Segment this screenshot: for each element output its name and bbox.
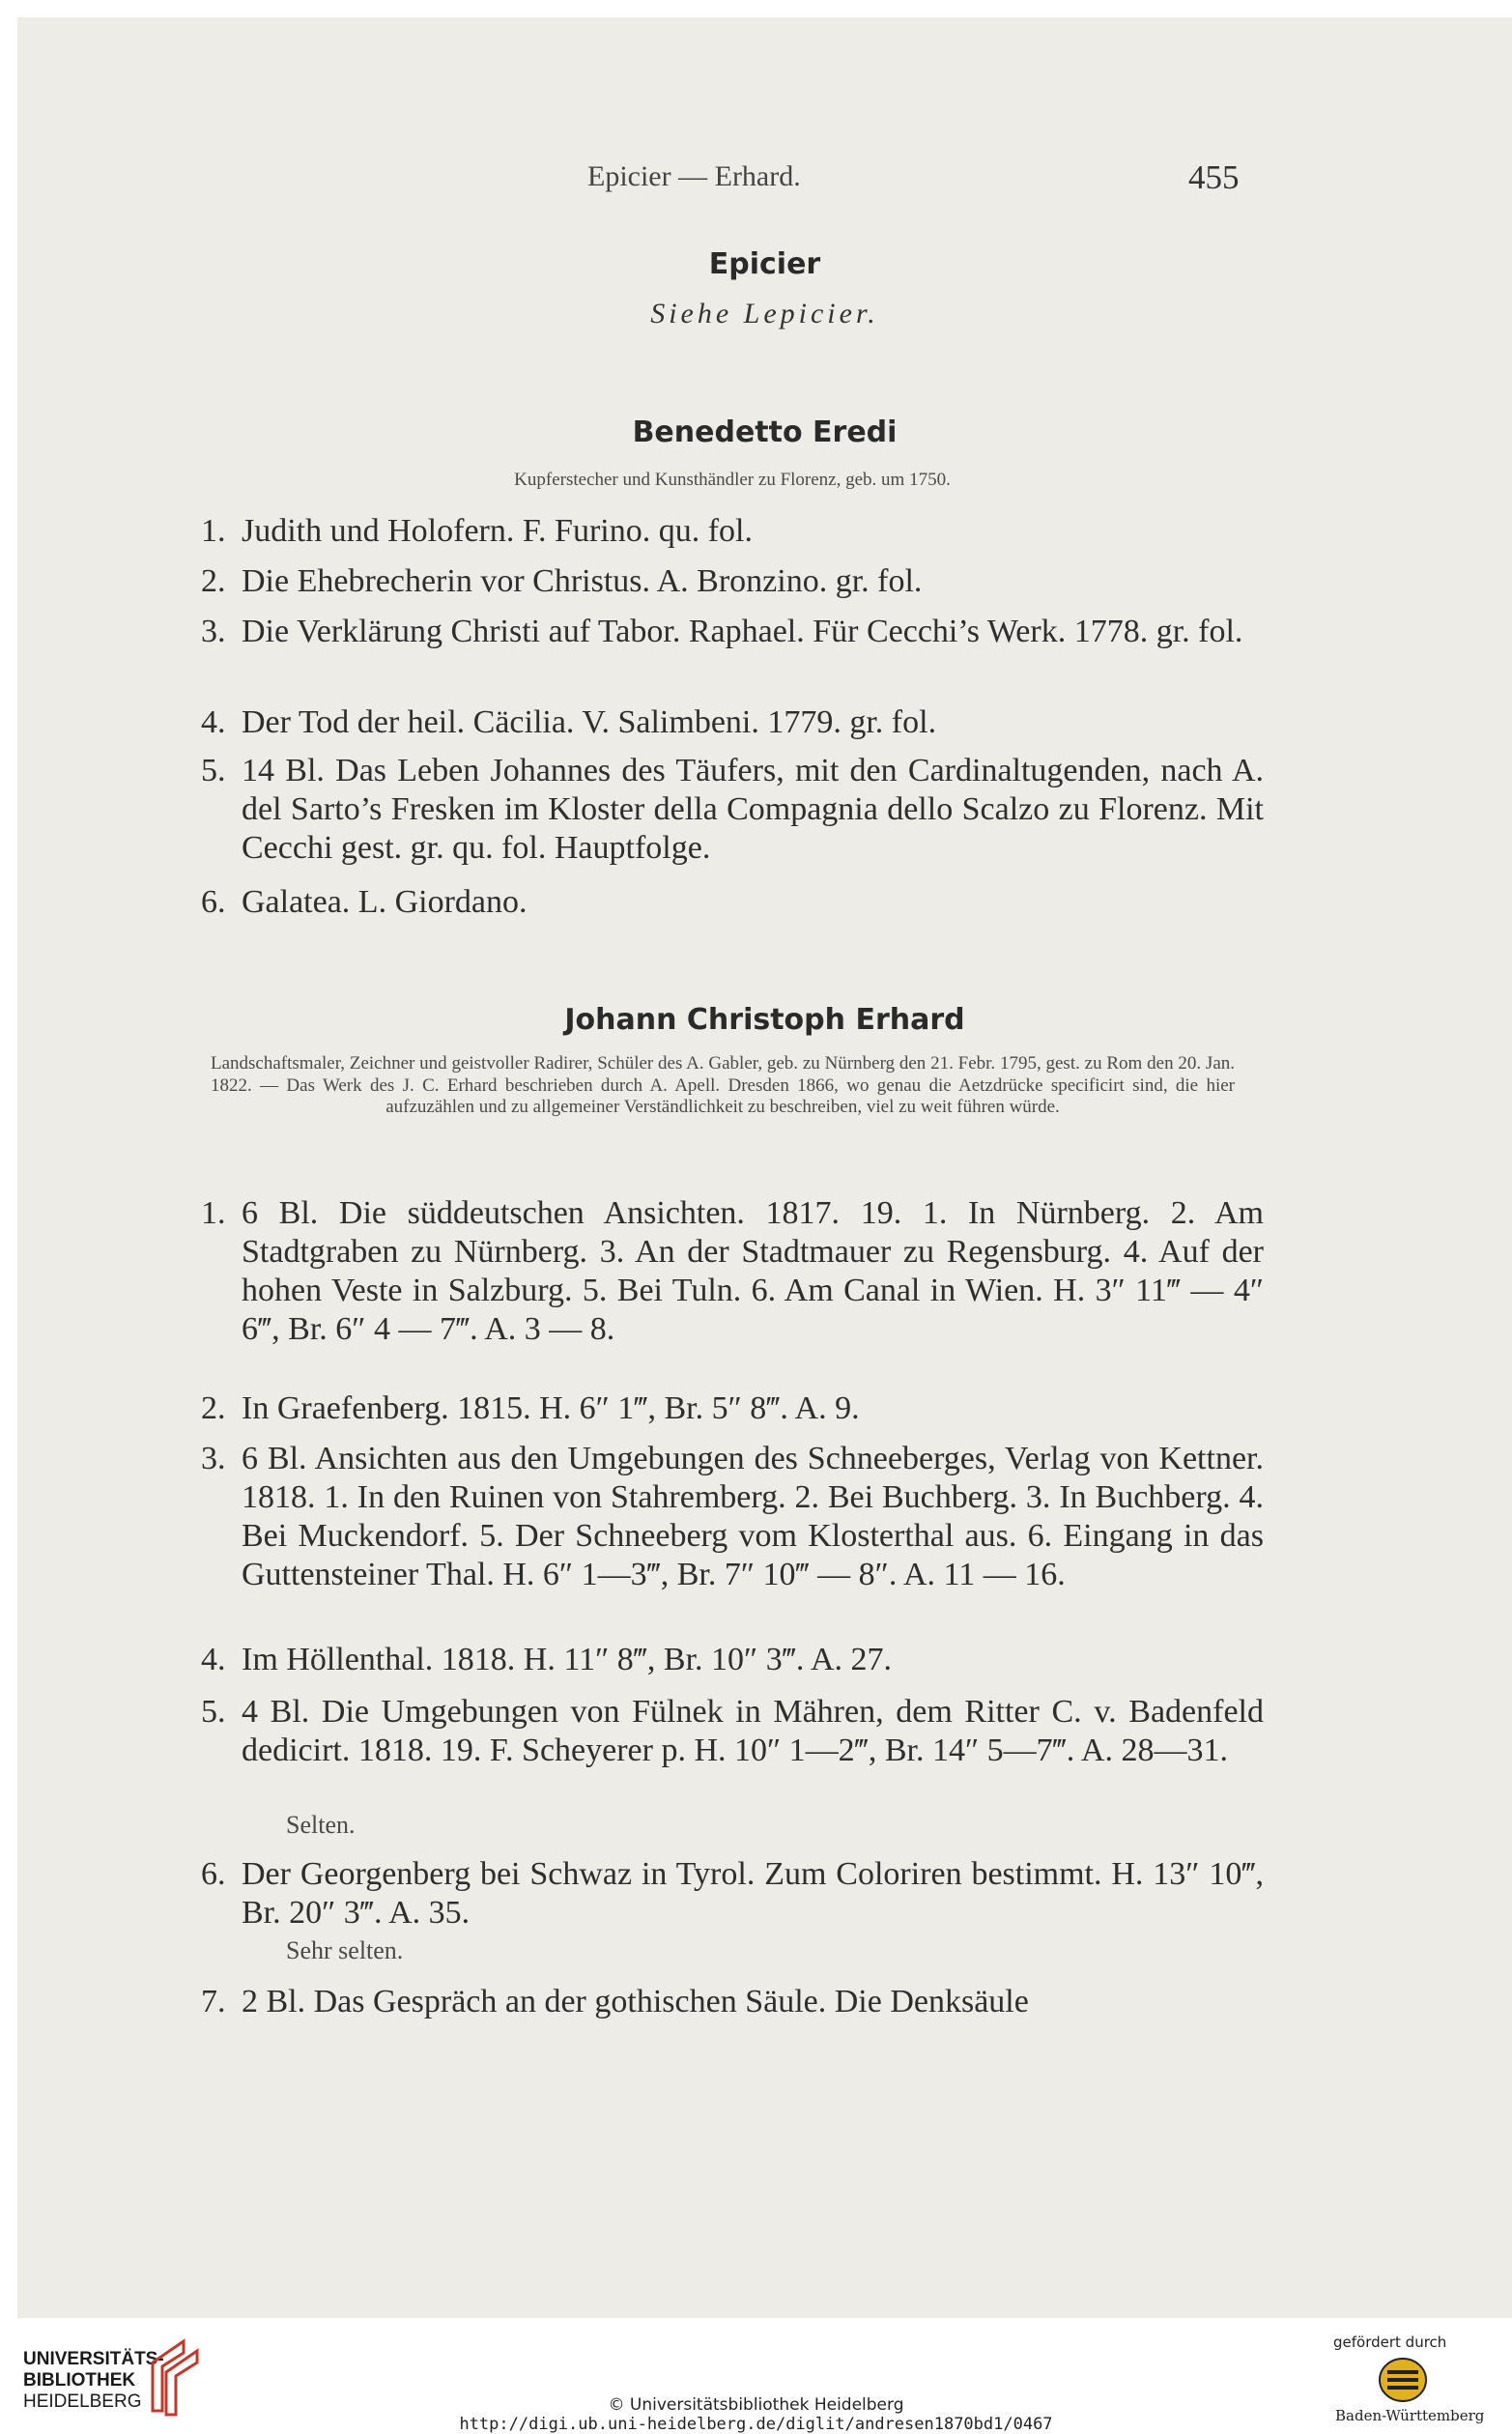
item-number: 4.: [201, 704, 226, 740]
item-text: Der Georgenberg bei Schwaz in Tyrol. Zum Coloriren bestimmt. H. 13″ 10‴, Br. 20″ 3‴. A. 35.: [242, 1856, 1264, 1931]
item-text: 2 Bl. Das Gespräch an der gothischen Säule. Die Denksäule: [242, 1984, 1029, 2019]
running-title: Epicier — Erhard.: [587, 160, 801, 192]
sponsor-label: gefördert durch: [1333, 2334, 1447, 2351]
see-also-reference: Siehe Lepicier.: [650, 298, 879, 329]
item-number: 6.: [201, 884, 226, 920]
item-text: 4 Bl. Die Umgebungen von Fülnek in Mähren, dem Ritter C. v. Badenfeld dedicirt. 1818. 19. F. Scheyerer p. H. 10″ 1—2‴, Br. 14″ 5—7‴. A. 28—31.: [242, 1694, 1264, 1768]
item-text: 6 Bl. Ansichten aus den Umgebungen des Schneeberges, Verlag von Kettner. 1818. 1. In den Ruinen von Stahremberg. 2. Bei Buchberg. 3. In Buchberg. 4. Bei Muckendorf. 5. Der Schneeberg vom Klosterthal aus. 6. Eingang in das Guttensteiner Thal. H. 6″ 1—3‴, Br. 7″ 10‴ — 8″. A. 11 — 16.: [242, 1441, 1264, 1592]
page-number: 455: [1188, 158, 1240, 196]
list-item: [201, 1194, 1264, 1349]
list-item: [201, 1855, 1264, 1933]
library-name-line: HEIDELBERG: [23, 2391, 142, 2412]
list-item: [201, 613, 1264, 690]
item-number: 7.: [201, 1984, 226, 2019]
source-url-link[interactable]: http://digi.ub.uni-heidelberg.de/diglit/andresen1870bd1/0467: [459, 2415, 1053, 2434]
list-item: [201, 562, 1264, 601]
page-header: [17, 160, 1512, 199]
list-item: [201, 883, 1264, 922]
item-number: 6.: [201, 1856, 226, 1892]
item-number: 1.: [201, 513, 226, 549]
item-number: 5.: [201, 753, 226, 788]
item-number: 2.: [201, 1390, 226, 1426]
sponsor-name: Baden-Württemberg: [1335, 2407, 1485, 2424]
item-text: 6 Bl. Die süddeutschen Ansichten. 1817. 19. 1. In Nürnberg. 2. Am Stadtgraben zu Nürnberg. 3. An der Stadtmauer zu Regensburg. 4. Auf der hohen Veste in Salzburg. 5. Bei Tuln. 6. Am Canal in Wien. H. 3″ 11‴ — 4″ 6‴, Br. 6″ 4 — 7‴. A. 3 — 8.: [242, 1195, 1264, 1347]
entry-heading-eredi: Benedetto Eredi: [632, 415, 898, 449]
item-text: Galatea. L. Giordano.: [242, 884, 528, 920]
list-item: [201, 703, 1264, 742]
item-number: 4.: [201, 1642, 226, 1677]
rarity-note: Sehr selten.: [286, 1936, 404, 1964]
list-item: [201, 1693, 1264, 1809]
item-text: In Graefenberg. 1815. H. 6″ 1‴, Br. 5″ 8‴. A. 9.: [242, 1390, 860, 1426]
artist-bio-erhard: Landschaftsmaler, Zeichner und geistvoller Radirer, Schüler des A. Gabler, geb. zu Nürnberg den 21. Febr. 1795, gest. zu Rom den 20. Jan. 1822. — Das Werk des J. C. Erhard beschrieben durch A. Apell. Dresden 1866, wo genau die Aetzdrücke specificirt sind, die hier aufzuzählen und zu allgemeiner Verständlichkeit zu beschreiben, viel zu weit führen würde.: [211, 1053, 1235, 1117]
item-text: Die Ehebrecherin vor Christus. A. Bronzino. gr. fol.: [242, 563, 923, 599]
footer: [0, 2318, 1512, 2432]
list-item: [201, 512, 1264, 551]
list-item: [201, 1983, 1264, 2021]
item-text: Im Höllenthal. 1818. H. 11″ 8‴, Br. 10″ 3‴. A. 27.: [242, 1642, 893, 1677]
item-number: 5.: [201, 1694, 226, 1730]
entry-heading-epicier: Epicier: [708, 247, 821, 281]
copyright-notice: © Universitätsbibliothek Heidelberg: [608, 2395, 904, 2415]
list-item: [201, 1641, 1264, 1679]
entry-heading-erhard: Johann Christoph Erhard: [564, 1003, 965, 1037]
artist-bio-eredi: Kupferstecher und Kunsthändler zu Florenz, geb. um 1750.: [514, 470, 951, 490]
rarity-note: Selten.: [286, 1811, 356, 1839]
item-number: 3.: [201, 614, 226, 649]
item-number: 3.: [201, 1441, 226, 1476]
list-item: [201, 752, 1264, 868]
item-text: Der Tod der heil. Cäcilia. V. Salimbeni. 1779. gr. fol.: [242, 704, 937, 740]
state-crest-icon: [1377, 2355, 1429, 2405]
item-text: Judith und Holofern. F. Furino. qu. fol.: [242, 513, 753, 549]
list-item: [201, 1389, 1264, 1428]
list-item: [201, 1440, 1264, 1633]
library-name-line: BIBLIOTHEK: [23, 2370, 136, 2391]
library-name-line: UNIVERSITÄTS-: [23, 2349, 164, 2369]
book-page: [17, 17, 1512, 2318]
item-text: Die Verklärung Christi auf Tabor. Raphael. Für Cecchi’s Werk. 1778. gr. fol.: [242, 614, 1243, 649]
item-number: 2.: [201, 563, 226, 599]
item-number: 1.: [201, 1195, 226, 1231]
item-text: 14 Bl. Das Leben Johannes des Täufers, mit den Cardinaltugenden, nach A. del Sarto’s Fresken im Kloster della Compagnia dello Scalzo zu Florenz. Mit Cecchi gest. gr. qu. fol. Hauptfolge.: [242, 753, 1264, 866]
